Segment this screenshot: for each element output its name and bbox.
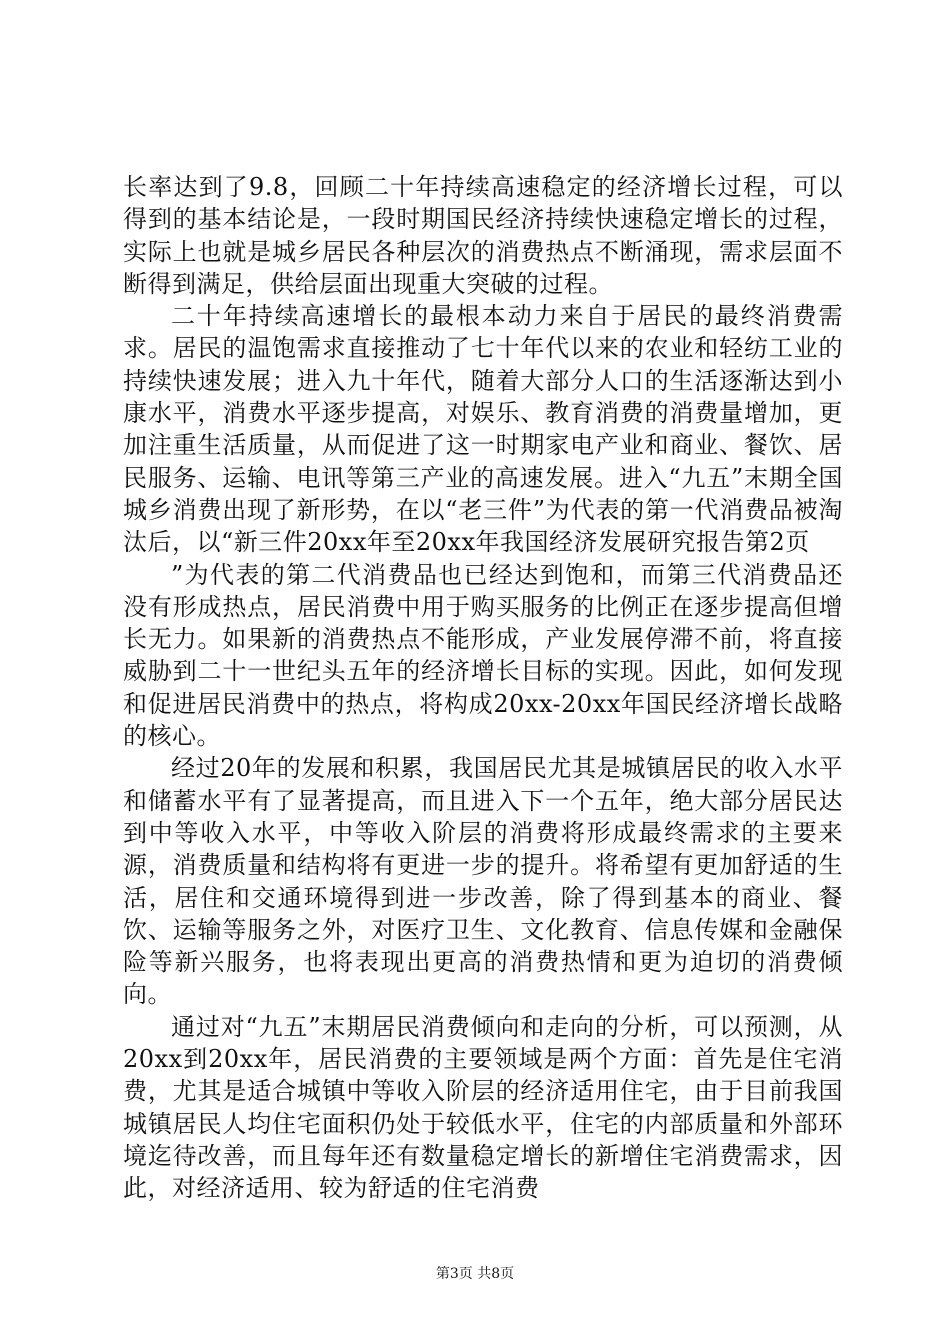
paragraph-4: 经过20年的发展和积累，我国居民尤其是城镇居民的收入水平和储蓄水平有了显著提高，而且进入下一个五年，绝大部分居民达到中等收入水平，中等收入阶层的消费将形成最终需求的主要来源，消费质量和结构将有更进一步的提升。将希望有更加舒适的生活，居住和交通环境得到进一步改善，除了得到基本的商业、餐饮、运输等服务之外，对医疗卫生、文化教育、信息传媒和金融保险等新兴服务，也将表现出更高的消费热情和更为迫切的消费倾向。 xyxy=(123,754,843,1009)
document-body xyxy=(123,171,843,1205)
paragraph-1: 长率达到了9.8，回顾二十年持续高速稳定的经济增长过程，可以得到的基本结论是，一段时期国民经济持续快速稳定增长的过程，实际上也就是城乡居民各种层次的消费热点不断涌现，需求层面不断得到满足，供给层面出现重大突破的过程。 xyxy=(123,173,843,298)
paragraph-2: 二十年持续高速增长的最根本动力来自于居民的最终消费需求。居民的温饱需求直接推动了七十年代以来的农业和轻纺工业的持续快速发展；进入九十年代，随着大部分人口的生活逐渐达到小康水平，消费水平逐步提高，对娱乐、教育消费的消费量增加，更加注重生活质量，从而促进了这一时期家电产业和商业、餐饮、居民服务、运输、电讯等第三产业的高速发展。进入“九五”末期全国城乡消费出现了新形势，在以“老三件”为代表的第一代消费品被淘汰后，以“新三件20xx年至20xx年我国经济发展研究报告第2页 xyxy=(123,302,843,557)
paragraph-5: 通过对“九五”末期居民消费倾向和走向的分析，可以预测，从20xx到20xx年，居民消费的主要领域是两个方面：首先是住宅消费，尤其是适合城镇中等收入阶层的经济适用住宅，由于目前我国城镇居民人均住宅面积仍处于较低水平，住宅的内部质量和外部环境迄待改善，而且每年还有数量稳定增长的新增住宅消费需求，因此，对经济适用、较为舒适的住宅消费 xyxy=(123,1012,843,1203)
paragraph-3: ”为代表的第二代消费品也已经达到饱和，而第三代消费品还没有形成热点，居民消费中用于购买服务的比例正在逐步提高但增长无力。如果新的消费热点不能形成，产业发展停滞不前，将直接威胁到二十一世纪头五年的经济增长目标的实现。因此，如何发现和促进居民消费中的热点，将构成20xx-20xx年国民经济增长战略的核心。 xyxy=(123,560,843,751)
page-number-footer: 第3页 共8页 xyxy=(435,1266,515,1282)
